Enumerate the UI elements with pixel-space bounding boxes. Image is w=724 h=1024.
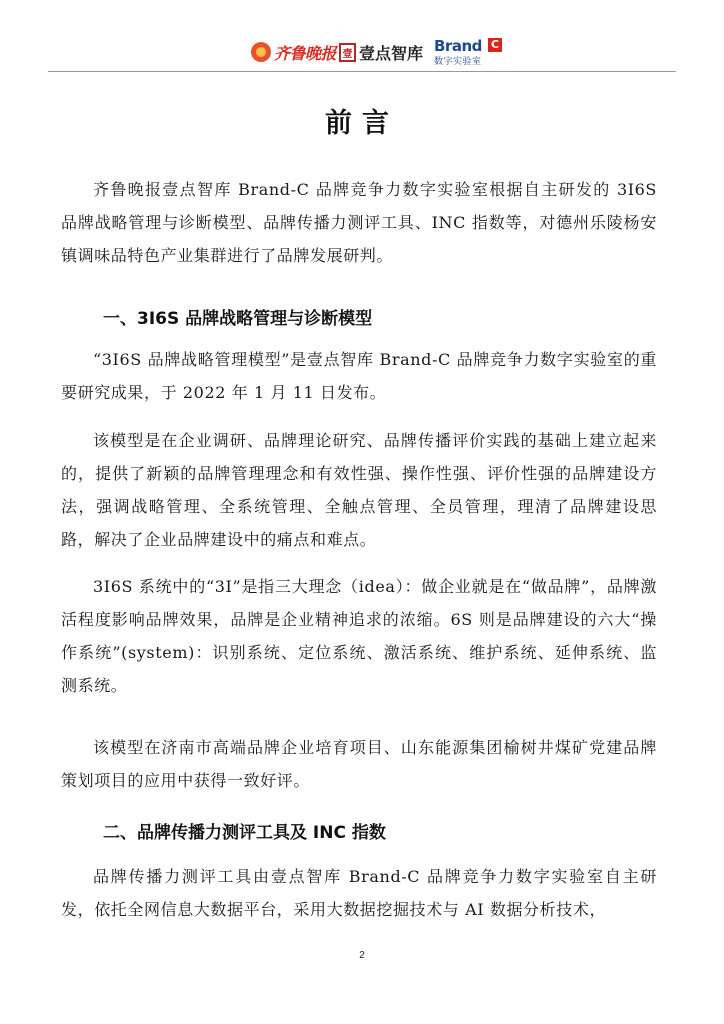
paragraph-model-release: “3I6S 品牌战略管理模型”是壹点智库 Brand-C 品牌竞争力数字实验室的重要研究成果，于 2022 年 1 月 11 日发布。 — [61, 350, 657, 402]
brand-c-logo-brand: Brand — [434, 37, 482, 55]
brand-c-logo-subtitle: 数字实验室 — [434, 57, 482, 67]
page-title: 前言 — [325, 108, 399, 139]
header-divider — [48, 71, 676, 72]
yidian-logo-text: 壹点智库 — [359, 43, 424, 63]
qilu-logo-text: 齐鲁晚报 — [274, 43, 337, 63]
sun-icon — [251, 42, 271, 62]
paragraph-communication-tool: 品牌传播力测评工具由壹点智库 Brand-C 品牌竞争力数字实验室自主研发，依托全网信息大数据平台，采用大数据挖掘技术与 AI 数据分析技术， — [61, 867, 657, 919]
brand-c-lab-logo — [434, 37, 504, 67]
brand-c-logo-c: C — [488, 38, 502, 52]
paragraph-model-application: 该模型在济南市高端品牌企业培育项目、山东能源集团榆树井煤矿党建品牌策划项目的应用中获得一致好评。 — [61, 738, 657, 790]
qilu-evening-news-logo — [251, 39, 336, 65]
section-heading-2: 二、品牌传播力测评工具及 INC 指数 — [103, 823, 386, 843]
paragraph-model-description: 该模型是在企业调研、品牌理论研究、品牌传播评价实践的基础上建立起来的，提供了新颖的品牌管理理念和有效性强、操作性强、评价性强的品牌建设方法，强调战略管理、全系统管理、全触点管理、全员管理，理清了品牌建设思路，解决了企业品牌建设中的痛点和难点。 — [61, 431, 657, 549]
yidian-think-tank-logo — [339, 39, 423, 65]
page-number: 2 — [359, 950, 365, 961]
section-heading-1: 一、3I6S 品牌战略管理与诊断模型 — [103, 309, 373, 329]
paragraph-3i6s-system: 3I6S 系统中的“3I”是指三大理念（idea）：做企业就是在“做品牌”，品牌激活程度影响品牌效果，品牌是企业精神追求的浓缩。6S 则是品牌建设的六大“操作系统”(system)：识别系统、定位系统、激活系统、维护系统、延伸系统、监测系统。 — [61, 577, 657, 695]
page-header — [0, 37, 724, 71]
paragraph-intro: 齐鲁晚报壹点智库 Brand-C 品牌竞争力数字实验室根据自主研发的 3I6S 品牌战略管理与诊断模型、品牌传播力测评工具、INC 指数等，对德州乐陵杨安镇调味品特色产业集群进行了品牌发展研判。 — [61, 180, 657, 265]
seal-icon: 壹 — [339, 43, 356, 62]
